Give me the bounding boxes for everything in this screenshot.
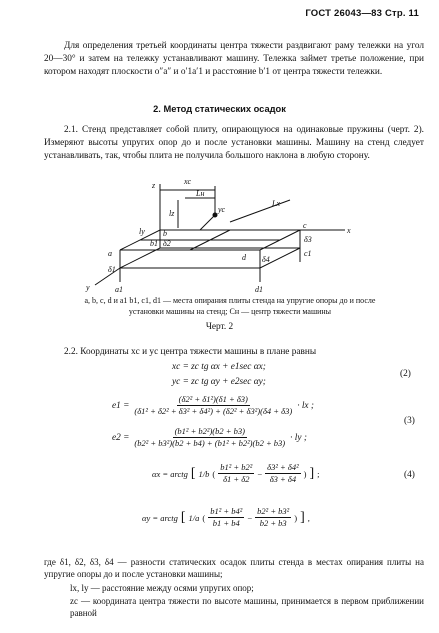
e2-lhs: e2 = — [112, 432, 130, 443]
fig-label-lh: Lн — [196, 189, 205, 198]
fig-label-d: d — [242, 253, 246, 262]
fig-label-c: c — [303, 221, 307, 230]
fig-label-xc: xc — [184, 177, 192, 186]
ax-lhs: αx = arctg — [152, 468, 188, 479]
fig-label-yc: yc — [218, 205, 226, 214]
page-header: ГОСТ 26043—83 Стр. 11 — [305, 8, 419, 19]
fig-label-c1: c1 — [304, 249, 312, 258]
fig-label-delta1: δ1 — [108, 265, 116, 274]
fig-label-d1: d1 — [255, 285, 263, 294]
fig-label-lz: lz — [169, 209, 175, 218]
e2-denominator: (b2² + b3²)(b2 + b4) + (b1² + b2²)(b2 + b3) — [134, 438, 286, 448]
ay-lhs: αy = arctg — [142, 512, 178, 523]
equation-number-4: (4) — [404, 470, 415, 480]
paragraph-2-1: 2.1. Стенд представляет собой плиту, опирающуюся на одинаковые пружины (черт. 2). Измеряют высоты упругих опор до и после установки машины. Машину на стенд следует устанавливать, так, чтобы плита не получила большого наклона в любую сторону. — [44, 125, 424, 162]
e2-tail: · ly ; — [290, 432, 307, 443]
fig-label-b1: b1 — [150, 239, 158, 248]
footer-where: где δ1, δ2, δ3, δ4 — разности статических осадок плиты стенда в местах опирания плиты на упругие опоры до и после установки машины; — [44, 557, 424, 579]
fig-label-a: a — [108, 249, 112, 258]
fig-label-ly: ly — [139, 227, 145, 236]
figure-2-diagram — [0, 170, 439, 296]
e1-tail: · lx ; — [297, 400, 314, 411]
fig-label-delta2: δ2 — [163, 239, 171, 248]
equation-alpha-y: αy = arctg [ 1/a ( $\frac{\text{b1² + b4²}}{b1 + b4}$ − $\frac{\text{b2² + b3²}}{b2 + b3}$ ) ] , — [142, 506, 310, 528]
e1-denominator: (δ1² + δ2² + δ3² + δ4²) + (δ2² + δ3²)(δ4 + δ3) — [134, 406, 293, 416]
plate-lower-face — [120, 248, 300, 268]
e2-numerator: (b1² + b2²)(b2 + b3) — [174, 426, 245, 436]
ax-pre: 1/b — [198, 468, 210, 479]
fig-label-delta4: δ4 — [262, 255, 270, 264]
fig-label-lx: Lx — [272, 199, 280, 208]
equation-alpha-x: αx = arctg [ 1/b ( $\frac{\text{b1² + b2²}}{\delta 1 + \delta 2}$ − $\frac{\text{δ3² + δ4²}}{\delta 3 + \delta 4}$ ) ] ; — [152, 462, 320, 484]
figure-caption: a, b, c, d и a1 b1, c1, d1 — места опирания плиты стенда на упругие опоры до и после установки машины на стенд; Cн — центр тяжести машины — [84, 296, 376, 316]
ay-pre: 1/a — [188, 512, 200, 523]
footer-zc: zc — координата центра тяжести по высоте машины, принимается в первом приближении равной — [70, 596, 424, 618]
section-title: 2. Метод статических осадок — [153, 104, 286, 114]
fig-label-b: b — [163, 229, 167, 238]
equation-xc: xc = zc tg αx + e1sec αx; — [172, 362, 266, 372]
paragraph-2-2: 2.2. Координаты xc и yc центра тяжести машины в плане равны — [64, 347, 317, 357]
fig-label-y: y — [86, 283, 90, 292]
figure-label: Черт. 2 — [205, 322, 234, 332]
e1-lhs: e1 = — [112, 400, 130, 411]
fig-label-z: z — [152, 181, 156, 190]
equation-e1 — [112, 394, 314, 417]
equation-number-3: (3) — [404, 416, 415, 426]
intro-paragraph: Для определения третьей координаты центра тяжести раздвигают раму тележки на угол 20—30° и затем на тележку устанавливают машину. Тележка займет третье положение, при котором находят плоскости o″a″ и o′1a′1 и расстояние b′1 от центра тяжести тележки. — [44, 41, 424, 78]
e1-numerator: (δ2² + δ1²)(δ1 + δ3) — [178, 394, 248, 404]
fig-label-delta3: δ3 — [304, 235, 312, 244]
footer-lx: lx, ly — расстояние между осями упругих опор; — [70, 583, 254, 593]
equation-e2 — [112, 426, 307, 449]
fig-label-x: x — [347, 226, 351, 235]
fig-label-a1: a1 — [115, 285, 123, 294]
equation-yc: yc = zc tg αy + e2sec αy; — [172, 377, 266, 387]
equation-number-2: (2) — [400, 369, 411, 379]
